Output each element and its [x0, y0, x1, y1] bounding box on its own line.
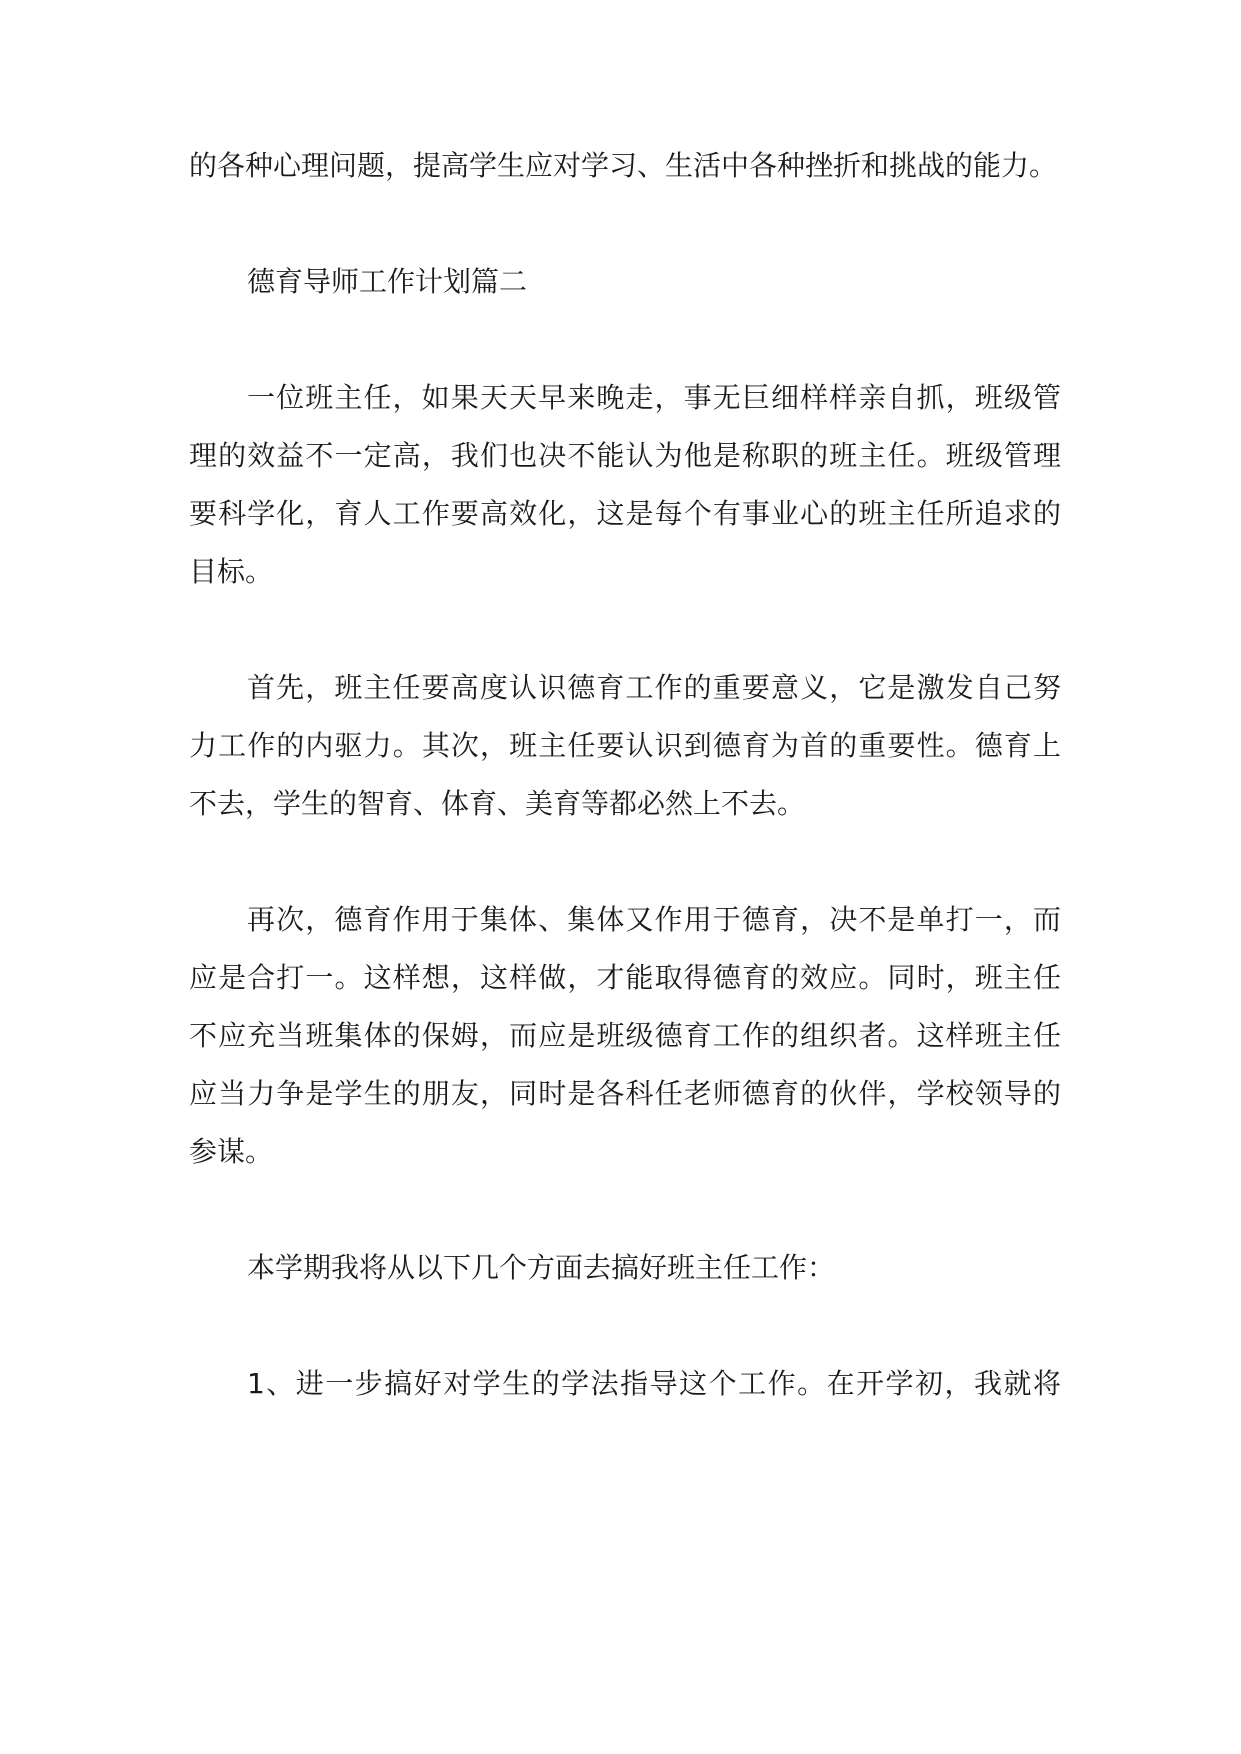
paragraph-line: 参谋。	[189, 1135, 274, 1168]
paragraph-line: 目标。	[189, 555, 274, 588]
section-heading: 德育导师工作计划篇二	[247, 265, 528, 298]
paragraph-line: 本学期我将从以下几个方面去搞好班主任工作：	[247, 1251, 836, 1284]
paragraph-continuation-line: 的各种心理问题，提高学生应对学习、生活中各种挫折和挑战的能力。	[189, 149, 1058, 182]
paragraph-line: 应当力争是学生的朋友，同时是各科任老师德育的伙伴，学校领导的	[189, 1077, 1061, 1110]
paragraph-line: 应是合打一。这样想，这样做，才能取得德育的效应。同时，班主任	[189, 961, 1061, 994]
paragraph-line: 力工作的内驱力。其次，班主任要认识到德育为首的重要性。德育上	[189, 729, 1061, 762]
paragraph-line: 1、进一步搞好对学生的学法指导这个工作。在开学初，我就将	[247, 1367, 1061, 1400]
paragraph-line: 再次，德育作用于集体、集体又作用于德育，决不是单打一，而	[247, 903, 1061, 936]
paragraph-line: 理的效益不一定高，我们也决不能认为他是称职的班主任。班级管理	[189, 439, 1061, 472]
paragraph-line: 首先，班主任要高度认识德育工作的重要意义，它是激发自己努	[247, 671, 1061, 704]
paragraph-line: 不去，学生的智育、体育、美育等都必然上不去。	[189, 787, 806, 820]
paragraph-line: 一位班主任，如果天天早来晚走，事无巨细样样亲自抓，班级管	[247, 381, 1061, 414]
paragraph-line: 要科学化，育人工作要高效化，这是每个有事业心的班主任所追求的	[189, 497, 1061, 530]
paragraph-line: 不应充当班集体的保姆，而应是班级德育工作的组织者。这样班主任	[189, 1019, 1061, 1052]
